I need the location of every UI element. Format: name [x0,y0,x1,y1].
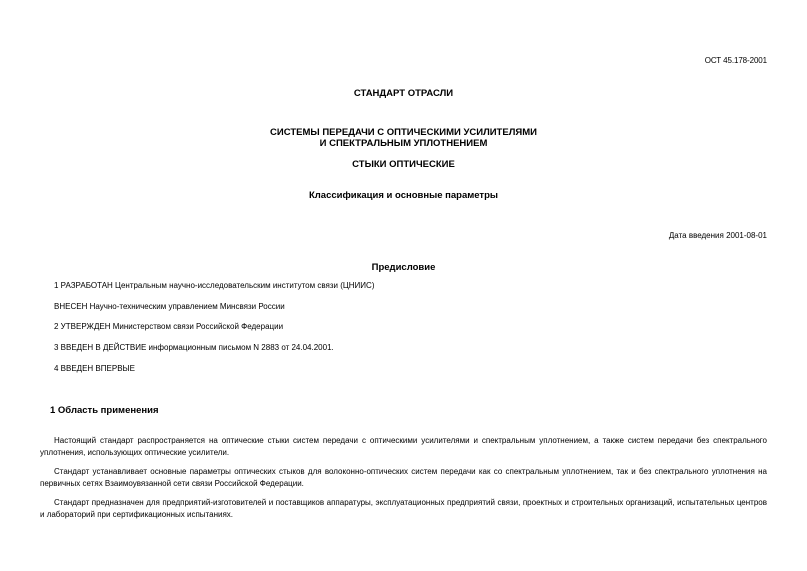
standard-type-heading: СТАНДАРТ ОТРАСЛИ [353,88,454,99]
section-heading: 1 Область применения [50,405,159,416]
document-code: ОСТ 45.178-2001 [704,56,767,65]
foreword-heading: Предисловие [371,262,436,273]
document-subtitle: СТЫКИ ОПТИЧЕСКИЕ [352,159,455,170]
foreword-item: 4 ВВЕДЕН ВПЕРВЫЕ [54,364,135,373]
paragraph: Стандарт устанавливает основные параметры оптических стыков для волоконно-оптических систем передачи как со спектральным уплотнением, так и без спектрального уплотнения на первичных сетях Взаимоувязанной сети связи Российской Федерации. [40,467,767,488]
foreword-item: 1 РАЗРАБОТАН Центральным научно-исследовательским институтом связи (ЦНИИС) [54,281,375,290]
document-kind: Классификация и основные параметры [308,190,499,201]
paragraph: Стандарт предназначен для предприятий-изготовителей и поставщиков аппаратуры, эксплуатационных предприятий связи, проектных и строительных организаций, испытательных центров и лабораторий при сертификационных испытаниях. [40,498,767,519]
document-title-line-1: СИСТЕМЫ ПЕРЕДАЧИ С ОПТИЧЕСКИМИ УСИЛИТЕЛЯМИ [270,127,537,138]
foreword-item: 2 УТВЕРЖДЕН Министерством связи Российской Федерации [54,322,284,331]
paragraph: Настоящий стандарт распространяется на оптические стыки систем передачи с оптическими усилителями и спектральным уплотнением, а также систем передачи без спектрального уплотнения, использующих оптические усилители. [40,436,767,457]
foreword-item: 3 ВВЕДЕН В ДЕЙСТВИЕ информационным письмом N 2883 от 24.04.2001. [54,343,334,352]
document-title-line-2: И СПЕКТРАЛЬНЫМ УПЛОТНЕНИЕМ [319,138,488,149]
introduction-date: Дата введения 2001-08-01 [668,231,767,240]
foreword-item: ВНЕСЕН Научно-техническим управлением Минсвязи России [54,302,285,311]
